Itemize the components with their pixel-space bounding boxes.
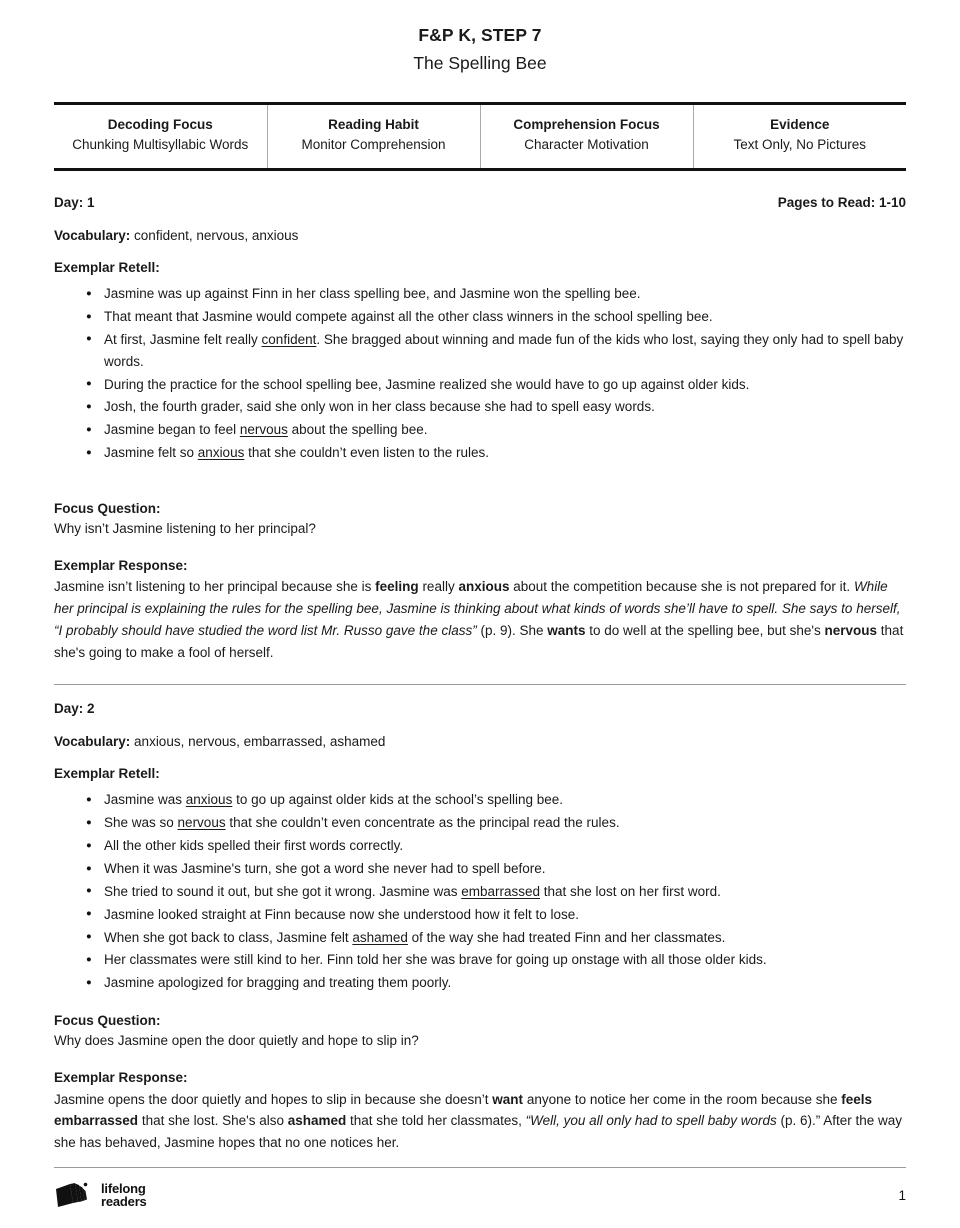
- vocab-underline-anxious: anxious: [185, 792, 233, 808]
- list-item: [54, 396, 906, 418]
- focus-table: [54, 102, 906, 171]
- vocab-underline-embarrassed: embarrassed: [461, 883, 540, 899]
- title-block: [54, 0, 906, 76]
- exemplar-retell-label: Exemplar Retell:: [54, 259, 160, 275]
- day-section-1: [54, 195, 906, 664]
- list-item: [54, 835, 906, 857]
- vocabulary-label: Vocabulary:: [54, 227, 131, 243]
- exemplar-response-text-day-2: Jasmine opens the door quietly and hopes to slip in because she doesn’t want anyone to notice her come in the room because she feels embarrassed that she lost. She's also ashamed that she told her classmates, “Well, you all only had to spell baby words (p. 6).” After the way she has behaved, Jasmine hopes that no one notices her.: [54, 1091, 903, 1151]
- list-item: [54, 949, 906, 971]
- day-section-2: [54, 701, 906, 1154]
- exemplar-retell-label: Exemplar Retell:: [54, 766, 160, 782]
- list-item: [54, 306, 906, 328]
- vocabulary-line: [54, 226, 906, 246]
- vocab-underline-confident: confident: [261, 331, 317, 347]
- column-value: Character Motivation: [524, 137, 649, 153]
- footer-divider: [54, 1167, 906, 1168]
- column-value: Monitor Comprehension: [301, 137, 446, 153]
- focus-cell-reading-habit: [267, 103, 480, 169]
- retell-text: All the other kids spelled their first words correctly.: [104, 838, 404, 854]
- focus-question-text: Why isn’t Jasmine listening to her principal?: [54, 521, 316, 537]
- column-value: Chunking Multisyllabic Words: [72, 137, 249, 153]
- page-number: 1: [898, 1187, 906, 1203]
- vocabulary-words: anxious, nervous, embarrassed, ashamed: [134, 733, 386, 749]
- exemplar-response-label: Exemplar Response:: [54, 558, 188, 574]
- column-heading: Decoding Focus: [107, 116, 213, 132]
- column-value: Text Only, No Pictures: [733, 137, 867, 153]
- retell-text: Her classmates were still kind to her. Finn told her she was brave for going up onstage with all those older kids.: [104, 952, 767, 968]
- table-row: [54, 103, 906, 169]
- vocabulary-label: Vocabulary:: [54, 733, 131, 749]
- day-header-row: [54, 195, 906, 210]
- list-item: [54, 904, 906, 926]
- vocab-underline-anxious: anxious: [197, 445, 245, 461]
- retell-text: Jasmine looked straight at Finn because now she understood how it felt to lose.: [104, 906, 580, 922]
- retell-text: Josh, the fourth grader, said she only won in her class because she had to spell easy words.: [104, 399, 655, 415]
- page-subtitle: The Spelling Bee: [413, 52, 547, 73]
- retell-text: Jasmine apologized for bragging and treating them poorly.: [104, 975, 452, 991]
- retell-text: Jasmine was up against Finn in her class spelling bee, and Jasmine won the spelling bee.: [104, 286, 641, 302]
- exemplar-response-label: Exemplar Response:: [54, 1070, 188, 1086]
- focus-cell-decoding: [54, 103, 267, 169]
- logo-line-2: readers: [101, 1194, 147, 1209]
- list-item: ● Jasmine felt so anxious that she couldn’t even listen to the rules.: [54, 442, 906, 464]
- focus-question-label: Focus Question:: [54, 1013, 161, 1029]
- focus-question-label: Focus Question:: [54, 501, 161, 517]
- list-item: ● At first, Jasmine felt really confident. She bragged about winning and made fun of the kids who lost, saying they only had to spell baby words.: [54, 329, 906, 373]
- day-label: Day: 1: [54, 194, 95, 210]
- vocabulary-line: [54, 732, 906, 752]
- column-heading: Evidence: [770, 116, 830, 132]
- list-item: ● When she got back to class, Jasmine felt ashamed of the way she had treated Finn and her classmates.: [54, 927, 906, 949]
- list-item: ● She tried to sound it out, but she got it wrong. Jasmine was embarrassed that she lost on her first word.: [54, 881, 906, 903]
- list-item: ● Jasmine was anxious to go up against older kids at the school’s spelling bee.: [54, 789, 906, 811]
- retell-list-day-2: [54, 789, 906, 994]
- logo-wordmark: [101, 1182, 147, 1208]
- list-item: [54, 374, 906, 396]
- exemplar-response-text-day-1: Jasmine isn’t listening to her principal because she is feeling really anxious about the competition because she is not prepared for it. While her principal is explaining the rules for the spelling bee, Jasmine is thinking about what kinds of words she’ll have to spell. She says to herself, “I probably should have studied the word list Mr. Russo gave the class” (p. 9). She wants to do well at the spelling bee, but she's nervous that she's going to make a fool of herself.: [54, 579, 904, 661]
- focus-cell-evidence: [693, 103, 906, 169]
- retell-list-day-1: [54, 283, 906, 464]
- open-book-icon: [54, 1180, 94, 1210]
- retell-text: That meant that Jasmine would compete against all the other class winners in the school spelling bee.: [104, 309, 713, 325]
- page-footer: [54, 1167, 906, 1210]
- page-title: F&P K, STEP 7: [418, 25, 542, 45]
- retell-text: When it was Jasmine's turn, she got a word she never had to spell before.: [104, 861, 546, 876]
- retell-text: During the practice for the school spelling bee, Jasmine realized she would have to go up against older kids.: [104, 376, 750, 392]
- list-item: ● She was so nervous that she couldn’t even concentrate as the principal read the rules.: [54, 812, 906, 834]
- day-label: Day: 2: [54, 700, 95, 716]
- list-item: ● Jasmine began to feel nervous about the spelling bee.: [54, 419, 906, 441]
- vocab-underline-nervous: nervous: [239, 422, 288, 438]
- column-heading: Comprehension Focus: [513, 116, 660, 132]
- day-header-row: [54, 701, 906, 716]
- list-item: [54, 972, 906, 994]
- footer-content: [54, 1180, 906, 1210]
- focus-cell-comprehension: [480, 103, 693, 169]
- pages-to-read-label: Pages to Read: 1-10: [777, 194, 906, 210]
- column-heading: Reading Habit: [328, 116, 419, 132]
- focus-question-text: Why does Jasmine open the door quietly and hope to slip in?: [54, 1033, 419, 1049]
- list-item: [54, 283, 906, 305]
- list-item: [54, 858, 906, 880]
- vocabulary-words: confident, nervous, anxious: [134, 227, 299, 243]
- logo-line-1: lifelong: [101, 1181, 146, 1196]
- vocab-underline-ashamed: ashamed: [352, 929, 408, 945]
- vocab-underline-nervous: nervous: [177, 815, 226, 831]
- lifelong-readers-logo: [54, 1180, 147, 1210]
